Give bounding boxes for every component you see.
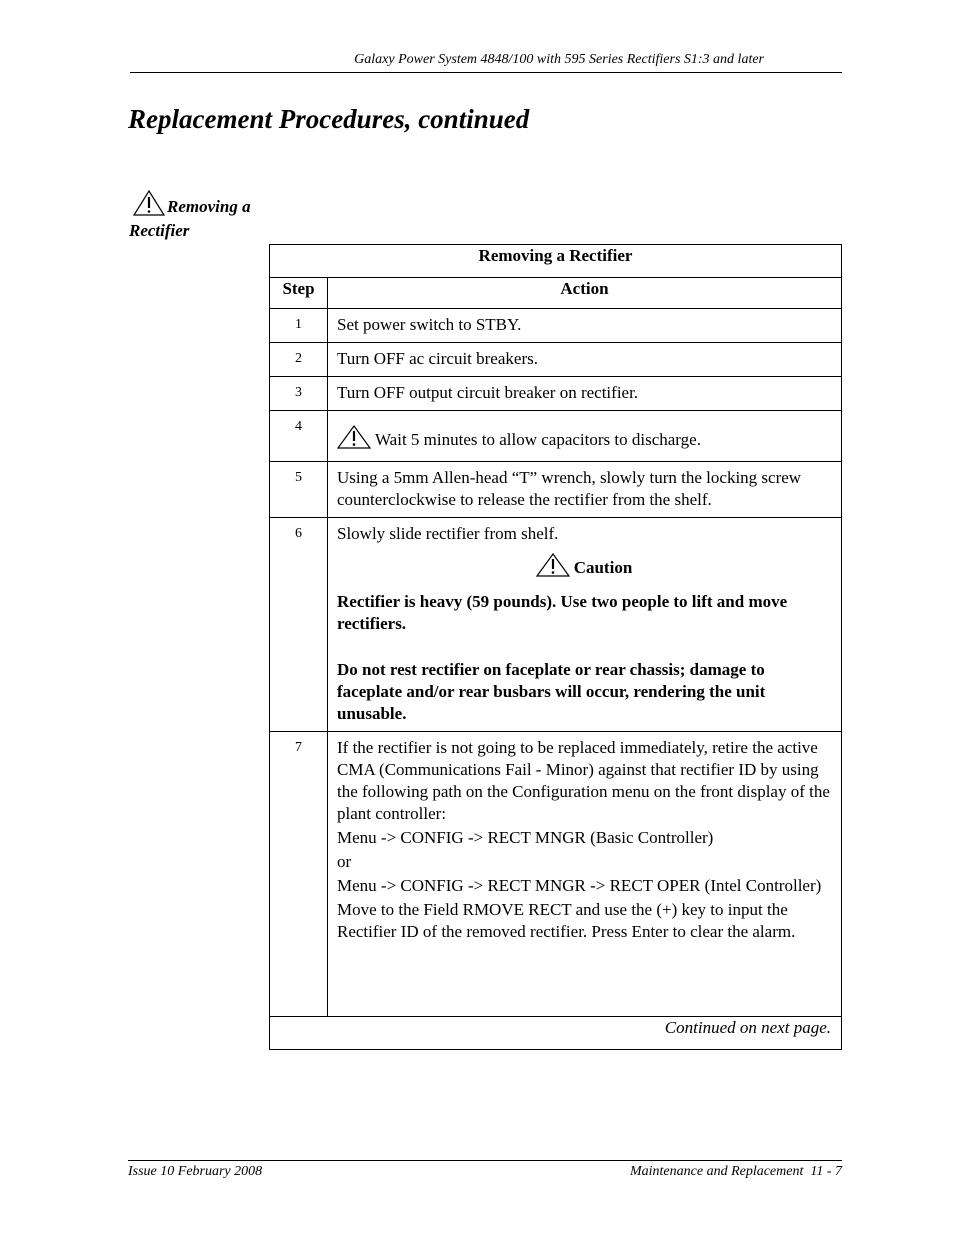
step-number: 7 — [270, 732, 328, 1017]
step-action — [328, 411, 842, 462]
page-footer — [128, 1160, 842, 1180]
side-heading-line1: Removing a — [167, 197, 251, 216]
table-row — [270, 462, 842, 518]
procedure-table — [269, 244, 842, 1050]
caution-text-damage: Do not rest rectifier on faceplate or rear chassis; damage to faceplate and/or rear busbars will occur, rendering the unit unusable. — [337, 660, 766, 723]
table-row — [270, 411, 842, 462]
menu-path-basic: Menu -> CONFIG -> RECT MNGR (Basic Controller) — [337, 828, 714, 847]
step-number: 5 — [270, 462, 328, 518]
step-action: Set power switch to STBY. — [328, 309, 842, 343]
warning-triangle-icon — [133, 190, 167, 216]
continued-note: Continued on next page. — [270, 1017, 842, 1050]
step-number: 6 — [270, 518, 328, 732]
footer-issue: Issue 10 February 2008 — [128, 1164, 263, 1179]
side-heading-line2: Rectifier — [129, 221, 190, 240]
step-action — [328, 518, 842, 732]
table-row — [270, 518, 842, 732]
table-row — [270, 343, 842, 377]
col-header-step: Step — [270, 278, 328, 309]
caution-heading — [337, 553, 831, 583]
table-row — [270, 377, 842, 411]
footer-section: Maintenance and Replacement 11 - 7 — [629, 1164, 842, 1179]
step-number: 1 — [270, 309, 328, 343]
warning-triangle-icon — [536, 553, 570, 583]
step-number: 4 — [270, 411, 328, 462]
step-number: 3 — [270, 377, 328, 411]
caution-text-weight: Rectifier is heavy (59 pounds). Use two people to lift and move rectifiers. — [337, 592, 788, 633]
step-action — [328, 732, 842, 1017]
col-header-action: Action — [328, 278, 842, 309]
step-action-text: Wait 5 minutes to allow capacitors to discharge. — [375, 430, 701, 449]
table-title: Removing a Rectifier — [270, 245, 842, 278]
step-number: 2 — [270, 343, 328, 377]
page-title: Replacement Procedures, continued — [128, 104, 530, 134]
step-action-text: If the rectifier is not going to be replaced immediately, retire the active CMA (Communications Fail - Minor) against that rectifier ID by using the following path on the Configuration menu on the front display of the plant controller: — [337, 738, 830, 823]
warning-triangle-icon — [337, 425, 371, 455]
table-row — [270, 732, 842, 1017]
side-heading — [129, 190, 279, 243]
step-action: Turn OFF ac circuit breakers. — [328, 343, 842, 377]
step-action: Using a 5mm Allen-head “T” wrench, slowly turn the locking screw counterclockwise to release the rectifier from the shelf. — [328, 462, 842, 518]
table-row — [270, 309, 842, 343]
caution-label: Caution — [573, 558, 633, 577]
step-action: Turn OFF output circuit breaker on rectifier. — [328, 377, 842, 411]
step-instruction: Move to the Field RMOVE RECT and use the (+) key to input the Rectifier ID of the removed rectifier. Press Enter to clear the alarm. — [337, 900, 796, 941]
step-action-text: Slowly slide rectifier from shelf. — [337, 524, 559, 543]
menu-path-intel: Menu -> CONFIG -> RECT MNGR -> RECT OPER (Intel Controller) — [337, 876, 822, 895]
menu-path-or: or — [337, 852, 352, 871]
running-header: Galaxy Power System 4848/100 with 595 Series Rectifiers S1:3 and later — [130, 52, 842, 73]
